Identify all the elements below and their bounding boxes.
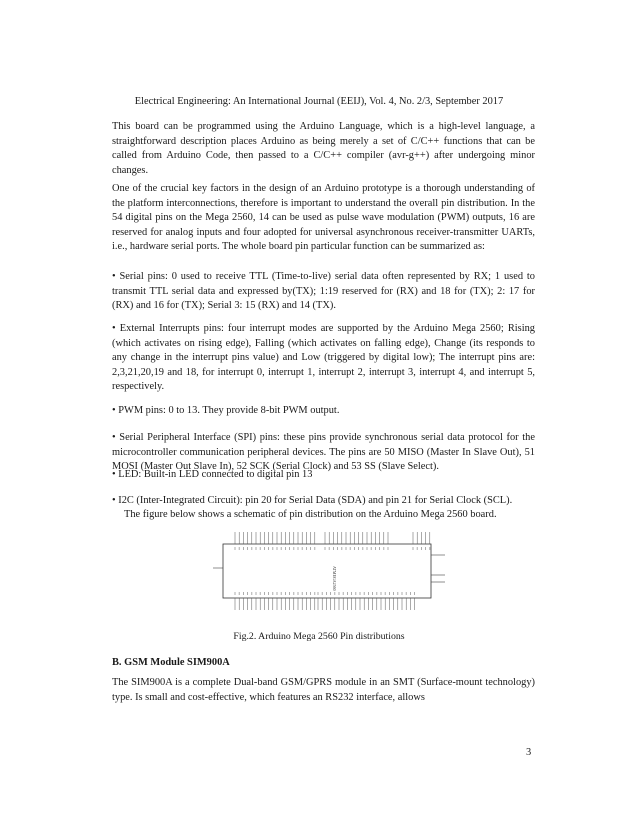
pin-label-mark — [314, 592, 315, 595]
pin-label-mark — [355, 592, 356, 595]
pin-label-mark — [383, 547, 384, 550]
figure-caption: Fig.2. Arduino Mega 2560 Pin distributions — [233, 631, 405, 642]
pin-label-mark — [243, 547, 244, 550]
pin-label-mark — [277, 592, 278, 595]
pin-label-mark — [256, 592, 257, 595]
chip-label: ATMEGA2560 — [332, 566, 337, 591]
pin-label-mark — [393, 592, 394, 595]
pin-label-mark — [417, 547, 418, 550]
figure-intro-sentence: The figure below shows a schematic of pin distribution on the Arduino Mega 2560 board. — [124, 509, 497, 520]
pin-label-mark — [289, 592, 290, 595]
pin-label-mark — [368, 592, 369, 595]
pin-label-mark — [239, 592, 240, 595]
pin-label-mark — [243, 592, 244, 595]
pin-label-mark — [256, 547, 257, 550]
bullet-i2c: • I2C (Inter-Integrated Circuit): pin 20 for Serial Data (SDA) and pin 21 for Serial Clock (SCL). — [112, 495, 513, 506]
pin-label-mark — [268, 592, 269, 595]
pin-label-mark — [285, 592, 286, 595]
pin-label-mark — [334, 592, 335, 595]
pin-label-mark — [272, 592, 273, 595]
pin-label-mark — [264, 592, 265, 595]
pin-label-mark — [322, 592, 323, 595]
bullet-serial-pins: • Serial pins: 0 used to receive TTL (Time-to-live) serial data often represented by RX; 1 used to transmit TTL serial data and expressed by(TX); 1:19 reserved for (RX) and 18 for (TX); 2: 17 for (RX) and 16 for (TX); Serial 3: 15 (RX) and 14 (TX). — [112, 271, 535, 312]
pin-label-mark — [293, 547, 294, 550]
pin-label-mark — [371, 547, 372, 550]
pin-label-mark — [281, 547, 282, 550]
pin-label-mark — [337, 547, 338, 550]
pin-label-mark — [310, 592, 311, 595]
pin-label-mark — [302, 592, 303, 595]
pin-label-mark — [293, 592, 294, 595]
pin-label-mark — [421, 547, 422, 550]
pin-label-mark — [413, 547, 414, 550]
bullet-led: • LED: Built-in LED connected to digital pin 13 — [112, 469, 313, 480]
pin-label-mark — [429, 547, 430, 550]
pin-label-mark — [326, 592, 327, 595]
pin-label-mark — [235, 547, 236, 550]
bullet-external-interrupts: • External Interrupts pins: four interrupt modes are supported by the Arduino Mega 2560; Rising (which activates on rising edge), Falling (which activates on falling edge), Change (its responds to any change in the interrupt pins value) and Low (triggered by digital low); The interrupt pins are: 2,3,21,20,19 and 18, for interrupt 0, interrupt 1, interrupt 2, interrupt 3, interrupt 4, and interrupt 5, respectively. — [112, 323, 535, 393]
pin-label-mark — [289, 547, 290, 550]
pin-label-mark — [298, 547, 299, 550]
pin-label-mark — [329, 547, 330, 550]
pin-label-mark — [351, 592, 352, 595]
pin-label-mark — [239, 547, 240, 550]
pin-distribution-figure — [213, 530, 448, 612]
pin-label-mark — [306, 592, 307, 595]
pin-label-mark — [251, 547, 252, 550]
pin-label-mark — [354, 547, 355, 550]
pin-label-mark — [414, 592, 415, 595]
pin-label-mark — [346, 547, 347, 550]
pin-label-mark — [330, 592, 331, 595]
pin-label-mark — [406, 592, 407, 595]
pin-label-mark — [388, 547, 389, 550]
paragraph-gsm: The SIM900A is a complete Dual-band GSM/GPRS module in an SMT (Surface-mount technology) type. Is small and cost-effective, which features an RS232 interface, allows — [112, 677, 535, 703]
pin-label-mark — [247, 547, 248, 550]
arduino-mega-schematic — [213, 530, 448, 612]
pin-label-mark — [358, 547, 359, 550]
pin-label-mark — [410, 592, 411, 595]
pin-label-mark — [341, 547, 342, 550]
pin-label-mark — [325, 547, 326, 550]
pin-label-mark — [277, 547, 278, 550]
paragraph-programming: This board can be programmed using the Arduino Language, which is a high-level language, a straightforward description places Arduino as being merely a set of C/C++ functions that can be called from Arduino Code, then passed to a C/C++ compiler (avr-g++) after undergoing minor changes. — [112, 121, 535, 176]
pin-label-mark — [310, 547, 311, 550]
pin-label-mark — [268, 547, 269, 550]
page-number: 3 — [526, 747, 532, 758]
pin-label-mark — [260, 592, 261, 595]
pin-label-mark — [272, 547, 273, 550]
pin-label-mark — [306, 547, 307, 550]
paragraph-pin-distribution: One of the crucial key factors in the design of an Arduino prototype is a thorough understanding of the platform interconnections, therefore is important to understand the overall pin distribution. In the 54 digital pins on the Mega 2560, 14 can be used as pulse wave modulation (PWM) outputs, 16 are reserved for analog inputs and four adopted for universal asynchronous receiver-transmitter UARTs, i.e., hardware serial ports. The whole board pin particular function can be summarized as: — [112, 183, 535, 253]
pin-label-mark — [425, 547, 426, 550]
pin-label-mark — [364, 592, 365, 595]
pin-label-mark — [281, 592, 282, 595]
pin-label-mark — [285, 547, 286, 550]
pin-label-mark — [339, 592, 340, 595]
pin-label-mark — [381, 592, 382, 595]
section-heading: B. GSM Module SIM900A — [112, 657, 230, 668]
pin-label-mark — [251, 592, 252, 595]
pin-label-mark — [260, 547, 261, 550]
pin-label-mark — [375, 547, 376, 550]
pin-label-mark — [367, 547, 368, 550]
pin-label-mark — [298, 592, 299, 595]
pin-label-mark — [333, 547, 334, 550]
pin-label-mark — [372, 592, 373, 595]
pin-label-mark — [397, 592, 398, 595]
pin-label-mark — [247, 592, 248, 595]
pin-label-mark — [314, 547, 315, 550]
pin-label-mark — [343, 592, 344, 595]
pin-label-mark — [264, 547, 265, 550]
pin-label-mark — [362, 547, 363, 550]
pin-label-mark — [318, 592, 319, 595]
pin-label-mark — [402, 592, 403, 595]
pin-label-mark — [350, 547, 351, 550]
bullet-spi-pins: • Serial Peripheral Interface (SPI) pins: these pins provide synchronous serial data protocol for the microcontroller communication peripheral devices. The pins are 50 MISO (Master In Slave Out), 51 MOSI (Master Out Slave In), 52 SCK (Serial Clock) and 53 SS (Slave Select). — [112, 432, 535, 473]
pin-label-mark — [376, 592, 377, 595]
pin-label-mark — [235, 592, 236, 595]
bullet-pwm-pins: • PWM pins: 0 to 13. They provide 8-bit PWM output. — [112, 405, 340, 416]
pin-label-mark — [379, 547, 380, 550]
pin-label-mark — [385, 592, 386, 595]
pin-label-mark — [302, 547, 303, 550]
pin-label-mark — [347, 592, 348, 595]
journal-header: Electrical Engineering: An International Journal (EEIJ), Vol. 4, No. 2/3, September 2017 — [134, 96, 504, 107]
pin-label-mark — [360, 592, 361, 595]
pin-label-mark — [389, 592, 390, 595]
board-outline — [223, 544, 431, 598]
